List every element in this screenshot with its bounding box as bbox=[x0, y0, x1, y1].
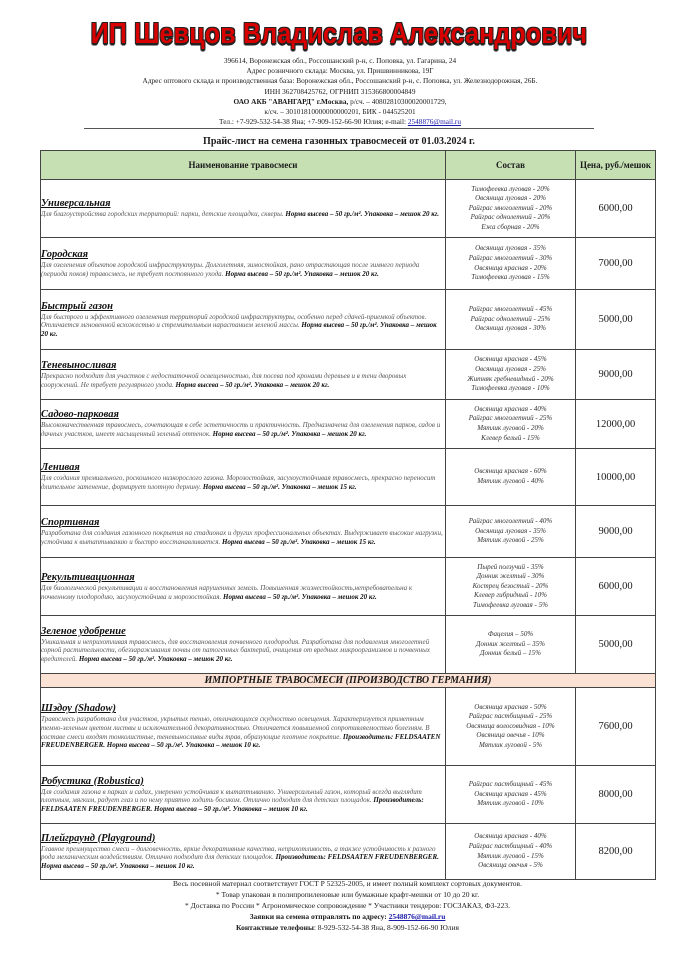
composition-item: Фацелия – 50% bbox=[487, 630, 534, 639]
price-list-title: Прайс-лист на семена газонных травосмесей от 01.03.2024 г. bbox=[203, 136, 475, 147]
address-legal: 396614, Воронежская обл., Россошанский р-н, с. Поповка, ул. Гагарина, 24 bbox=[223, 56, 457, 65]
composition-item: Тимофеевка луговая - 5% bbox=[473, 600, 548, 609]
mix-norm: Норма высева – 50 гр./м². Упаковка – мешок 15 кг. bbox=[202, 483, 357, 491]
mix-norm: Норма высева – 50 гр./м². Упаковка – мешок 20 кг. bbox=[212, 430, 367, 438]
mix-description: Для озеленения объектов городской инфраструктуры. Долголетняя, зимостойкая, рано отрастающая после зимнего периода (периода покоя) травосмесь, не требует постоянного ухода. bbox=[41, 260, 420, 278]
company-address-block bbox=[70, 56, 610, 127]
address-retail: Адрес розничного склада: Москва, ул. Пришвинникова, 19Г bbox=[246, 66, 434, 76]
mix-price: 9000,00 bbox=[576, 506, 656, 558]
col-header-composition: Состав bbox=[446, 151, 576, 180]
composition-item: Тимофеевка луговая - 15% bbox=[471, 273, 550, 282]
mix-name: Спортивная bbox=[41, 516, 100, 528]
bank-name: ОАО АКБ "АВАНГАРД" г.Москва, bbox=[233, 96, 349, 106]
composition-item: Овсяница красная - 45% bbox=[474, 355, 547, 364]
import-section-row bbox=[41, 674, 656, 688]
composition-item: Овсяница луговая - 25% bbox=[475, 364, 546, 373]
orders-email-link[interactable]: 2548876@mail.ru bbox=[388, 912, 446, 921]
composition-item: Овсяница луговая - 30% bbox=[475, 324, 546, 333]
table-row bbox=[41, 449, 656, 506]
footer-gost: Весь посевной материал соответствует ГОСТ Р 52325-2005, и имеет полный комплект сортовых документов. bbox=[173, 879, 522, 888]
mix-composition-cell bbox=[446, 558, 576, 616]
mix-norm: Норма высева – 50 гр./м². Упаковка – мешок 20 кг. bbox=[78, 654, 233, 663]
mix-description-cell bbox=[41, 616, 446, 674]
footer-orders bbox=[40, 911, 655, 922]
mix-price: 7000,00 bbox=[576, 238, 656, 290]
composition-item: Райграс многолетний - 30% bbox=[468, 253, 553, 262]
composition-item: Овсяница луговая - 20% bbox=[475, 194, 546, 203]
mix-producer: Производитель: FELDSAATEN FREUDENBERGER. bbox=[41, 796, 424, 813]
mix-name: Ленивая bbox=[41, 462, 80, 474]
mix-name: Теневыносливая bbox=[41, 359, 117, 371]
mix-description: Для быстрого и эффективного озеленения территорий городской инфраструктуры, особенно перед сдачей-приемкой объектов. Отличается мгновенной всхожестью и стремительным нарастанием зеленой массы. bbox=[41, 312, 427, 330]
composition-item: Овсяница красная - 45% bbox=[474, 789, 547, 798]
email-link[interactable]: 2548876@mail.ru bbox=[407, 117, 461, 127]
mix-description-cell bbox=[41, 449, 446, 506]
composition-item: Райграс пастбищный - 40% bbox=[468, 841, 553, 850]
table-row bbox=[41, 290, 656, 350]
mix-price: 5000,00 bbox=[576, 616, 656, 674]
composition-item: Райграс многолетний - 45% bbox=[468, 305, 553, 314]
composition-item: Мятлик луговой - 10% bbox=[477, 799, 544, 808]
composition-item: Донник желтый - 30% bbox=[476, 572, 545, 581]
mix-name: Робустика (Robustica) bbox=[41, 775, 144, 787]
mix-producer: Производитель: FELDSAATEN FREUDENBERGER. bbox=[41, 732, 441, 750]
mix-description-cell bbox=[41, 558, 446, 616]
composition-item: Кострец безостый - 20% bbox=[472, 581, 549, 590]
mix-price: 6000,00 bbox=[576, 180, 656, 238]
mix-description: Для благоустройства городских территорий: парки, детские площадки, скверы. bbox=[41, 210, 284, 219]
mix-price: 6000,00 bbox=[576, 558, 656, 616]
table-row bbox=[41, 558, 656, 616]
mix-name: Рекультивационная bbox=[41, 571, 135, 583]
mix-composition-cell bbox=[446, 400, 576, 449]
mix-norm: Норма высева – 50 гр./м². Упаковка – мешок 20 кг. bbox=[285, 210, 440, 219]
mix-composition-cell bbox=[446, 238, 576, 290]
mix-price: 9000,00 bbox=[576, 350, 656, 400]
composition-item: Мятлик луговой - 25% bbox=[477, 536, 544, 545]
mix-composition-cell bbox=[446, 449, 576, 506]
mix-name: Плейграунд (Playground) bbox=[41, 832, 156, 844]
table-row bbox=[41, 238, 656, 290]
mix-producer: Производитель: FELDSAATEN FREUDENBERGER. bbox=[275, 853, 439, 862]
mix-norm: Норма высева – 50 гр./м². Упаковка – мешок 10 кг. bbox=[106, 741, 261, 750]
contacts-label: Контактные телефоны bbox=[236, 923, 314, 932]
mix-composition-cell bbox=[446, 766, 576, 824]
mix-name: Универсальная bbox=[41, 198, 111, 210]
mix-norm: Норма высева – 50 гр./м². Упаковка – мешок 20 кг. bbox=[175, 380, 330, 389]
mix-description: Для биологической рекультивации и восстановления нарушенных земель. Повышенная жизнестойкость,нетребовательна к почвенному плодородию, засухоустойчива и морозостойкая. bbox=[41, 583, 413, 601]
mix-price: 8200,00 bbox=[576, 824, 656, 880]
mix-name: Шэдоу (Shadow) bbox=[41, 703, 117, 715]
mix-composition-cell bbox=[446, 290, 576, 350]
mix-description: Высококачественная травосмесь, сочетающая в себе эстетичность и практичность. Предназначена для озеленения парков, садов и дачных участков, имеет насыщенный зеленый оттенок. bbox=[41, 421, 441, 438]
col-header-name: Наименование травосмеси bbox=[41, 151, 446, 180]
footer-contacts bbox=[40, 922, 655, 933]
correspondent-account: к/сч. – 30101810000000000201, БИК - 044525201 bbox=[264, 107, 416, 117]
mix-description: Для создания премиального, роскошного низкорослого газона. Морозостойкая, засухоустойчивая травосмесь, прекрасно переносит длительное затенение, формирует плотную дернину. bbox=[41, 474, 436, 491]
mix-description-cell bbox=[41, 180, 446, 238]
mix-description-cell bbox=[41, 400, 446, 449]
composition-item: Ежа сборная - 20% bbox=[481, 222, 540, 231]
import-table-row bbox=[41, 824, 656, 880]
bank-line bbox=[70, 97, 610, 107]
composition-item: Овсяница луговая - 35% bbox=[475, 526, 546, 535]
price-table bbox=[40, 150, 656, 880]
composition-item: Овсяница овечья - 10% bbox=[476, 731, 545, 740]
orders-label: Заявки на семена отправлять по адресу: bbox=[249, 912, 389, 921]
composition-item: Донник желтый – 35% bbox=[476, 639, 545, 648]
composition-item: Мятлик луговой - 40% bbox=[477, 477, 544, 485]
mix-norm: Норма высева – 50 гр./м². Упаковка – мешок 15 кг. bbox=[221, 537, 376, 546]
address-wholesale: Адрес оптового склада и производственная база: Воронежская обл., Россошанский р-н, с. Поповка, ул. Железнодорожная, 26Б. bbox=[142, 76, 538, 86]
composition-item: Овсяница овечья - 5% bbox=[478, 861, 543, 870]
mix-composition-cell bbox=[446, 506, 576, 558]
mix-price: 5000,00 bbox=[576, 290, 656, 350]
mix-description-cell bbox=[41, 350, 446, 400]
mix-description-cell bbox=[41, 688, 446, 766]
mix-description-cell bbox=[41, 238, 446, 290]
mix-composition-cell bbox=[446, 350, 576, 400]
composition-item: Райграс многолетний - 25% bbox=[468, 414, 553, 423]
composition-item: Мятлик луговой - 15% bbox=[477, 851, 544, 860]
composition-item: Мятлик луговой - 20% bbox=[477, 424, 544, 432]
composition-item: Овсяница волосовидная - 10% bbox=[466, 721, 555, 730]
table-row bbox=[41, 506, 656, 558]
composition-item: Овсяница красная - 40% bbox=[474, 832, 547, 841]
mix-description: Уникальная и неприхотливая травосмесь, для восстановления почвенного плодородия. Разработана для подавления многолетней сорной растительности, обеззараживания почвы от патогенных бактерий, очищения от вредных микроорганизмов и почвенных вредителей. bbox=[41, 637, 430, 663]
mix-composition-cell bbox=[446, 180, 576, 238]
table-header-row bbox=[41, 151, 656, 180]
contacts-phones: : 8-929-532-54-38 Яна, 8-909-152-66-90 Юлия bbox=[313, 923, 459, 932]
composition-item: Райграс многолетний - 40% bbox=[468, 517, 553, 526]
composition-item: Райграс пастбищный - 45% bbox=[468, 780, 553, 789]
mix-norm: Норма высева – 50 гр./м². Упаковка – мешок 10 кг. bbox=[154, 804, 308, 813]
mix-norm: Норма высева – 50 гр./м². Упаковка – мешок 20 кг. bbox=[225, 269, 379, 278]
inn-ogrnip: ИНН 362708425762, ОГРНИП 315366800004849 bbox=[264, 86, 416, 96]
composition-item: Клевер гибридный - 10% bbox=[473, 591, 548, 600]
composition-item: Донник белый – 15% bbox=[479, 649, 541, 658]
table-body bbox=[41, 180, 656, 880]
composition-item: Пырей ползучий - 35% bbox=[477, 562, 544, 571]
composition-item: Клевер белый - 15% bbox=[481, 433, 540, 442]
mix-name: Зеленое удобрение bbox=[41, 625, 126, 637]
table-row bbox=[41, 180, 656, 238]
mix-description: Для создания газона в парках и садах, умеренно устойчивая к вытаптыванию. Универсальный газон, который всегда выглядит плотным, мягким, радует глаз и по нему приятно ходить босиком. Отлично подходит для детских площадок. bbox=[41, 787, 422, 805]
mix-composition-cell bbox=[446, 616, 576, 674]
phones: Тел.: +7-929-532-54-38 Яна; +7-909-152-66-90 Юлия; e-mail: bbox=[219, 117, 408, 127]
mix-description: Прекрасно подходит для участков с недостаточной освещенностью, для посева под кронами деревьев и в тени дворовых сооружений. Не требует регулярного ухода. bbox=[41, 371, 407, 389]
mix-description: Главное преимущество смеси – долговечность, яркие декоративные качества, неприхотливость, а также устойчивость к разного рода механическим воздействиям. Отлично подходит для детских площадок. bbox=[41, 844, 436, 862]
mix-description-cell bbox=[41, 766, 446, 824]
mix-composition-cell bbox=[446, 688, 576, 766]
bank-account: р/сч. – 40802810300020001729, bbox=[348, 96, 447, 106]
footer-delivery: * Доставка по России * Агрономическое сопровождение * Участники тендеров: ГОСЗАКАЗ, ФЗ-223. bbox=[184, 901, 511, 910]
composition-item: Тимофеевка луговая - 20% bbox=[471, 184, 550, 193]
composition-item: Овсяница красная - 60% bbox=[474, 467, 547, 476]
mix-norm: Норма высева – 50 гр./м². Упаковка – мешок 10 кг. bbox=[41, 861, 195, 870]
mix-price: 8000,00 bbox=[576, 766, 656, 824]
footer-packaging: * Товар упакован в полипропиленовые или бумажные крафт-мешки от 10 до 20 кг. bbox=[215, 890, 480, 899]
mix-norm: Норма высева – 50 гр./м². Упаковка – мешок 20 кг. bbox=[223, 592, 377, 601]
composition-item: Мятлик луговой - 5% bbox=[478, 740, 543, 749]
mix-price: 7600,00 bbox=[576, 688, 656, 766]
import-section-title: ИМПОРТНЫЕ ТРАВОСМЕСИ (ПРОИЗВОДСТВО ГЕРМАНИЯ) bbox=[41, 674, 656, 688]
header-divider bbox=[84, 128, 594, 129]
composition-item: Райграс однолетний - 20% bbox=[470, 213, 551, 222]
mix-description-cell bbox=[41, 506, 446, 558]
mix-description-cell bbox=[41, 290, 446, 350]
import-table-row bbox=[41, 688, 656, 766]
mix-description: Травосмесь разработана для участков, укрытых тенью, отличающихся скудностью освещения. Характеризуется приметным темно-зеленым цветом листвы и исключительной декоративностью. Отличается повышенной сопротивляемостью болезням. В составе смеси входят тонколистные, теневыносливые виды трав, образующие плотное покрытие. bbox=[41, 715, 430, 741]
composition-item: Райграс многолетний - 20% bbox=[468, 203, 553, 212]
mix-description: Разработана для создания газонного покрытия на стадионах и других профессиональных объектах. Выдерживает высокие нагрузки, устойчива к вытаптыванию и быстро восстанавливается. bbox=[41, 528, 443, 546]
phones-line bbox=[70, 117, 610, 127]
col-header-price: Цена, руб./мешок bbox=[576, 151, 656, 180]
company-title: ИП Шевцов Владислав Александрович bbox=[90, 17, 588, 51]
composition-item: Овсяница красная - 20% bbox=[474, 263, 547, 272]
mix-name: Садово-парковая bbox=[41, 409, 119, 421]
table-row bbox=[41, 350, 656, 400]
composition-item: Овсяница красная - 50% bbox=[474, 702, 547, 711]
footer bbox=[40, 878, 655, 933]
mix-description-cell bbox=[41, 824, 446, 880]
table-row bbox=[41, 616, 656, 674]
composition-item: Овсяница красная - 40% bbox=[474, 404, 547, 413]
composition-item: Райграс пастбищный - 25% bbox=[468, 712, 553, 721]
table-row bbox=[41, 400, 656, 449]
composition-item: Райграс однолетний - 25% bbox=[470, 314, 551, 323]
mix-name: Городская bbox=[41, 248, 88, 260]
import-table-row bbox=[41, 766, 656, 824]
composition-item: Овсяница луговая - 35% bbox=[475, 244, 546, 253]
composition-item: Тимофеевка луговая - 10% bbox=[471, 384, 550, 393]
mix-composition-cell bbox=[446, 824, 576, 880]
mix-name: Быстрый газон bbox=[41, 300, 113, 312]
mix-price: 10000,00 bbox=[576, 449, 656, 506]
composition-item: Житняк гребневидный - 20% bbox=[467, 374, 554, 383]
mix-price: 12000,00 bbox=[576, 400, 656, 449]
mix-norm: Норма высева – 50 гр./м². Упаковка – мешок 20 кг. bbox=[41, 321, 437, 338]
